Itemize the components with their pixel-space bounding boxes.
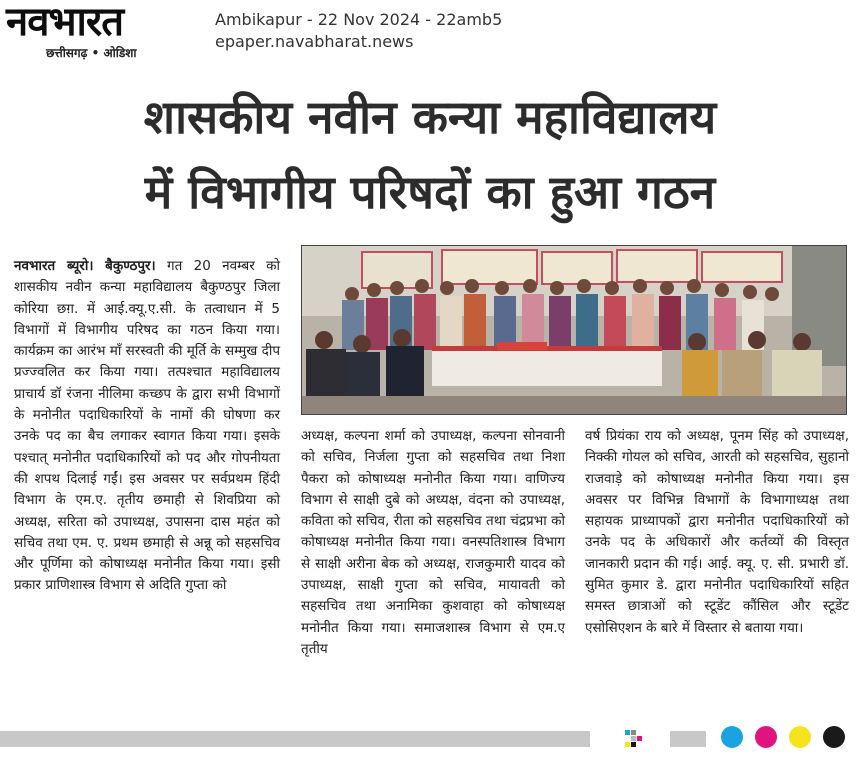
headline-line-1: शासकीय नवीन कन्या महाविद्यालय — [143, 90, 717, 144]
magenta-dot-icon — [755, 726, 777, 748]
logo-wordmark: नवभारत — [6, 0, 124, 45]
headline-line-2: में विभागीय परिषदों का हुआ गठन — [144, 165, 716, 219]
column-2-text: अध्यक्ष, कल्पना शर्मा को उपाध्यक्ष, कल्पना सोनवानी को सचिव, निर्जला गुप्ता को सहसचिव तथा निशा पैकरा को कोषाध्यक्ष मनोनीत किया गया। वाणिज्य विभाग से साक्षी दुबे को अध्यक्ष, वंदना को उपाध्यक्ष, कविता को सचिव, रीता को सहसचिव तथा चंद्रप्रभा को कोषाध्यक्ष मनोनीत किया गया। वनस्पतिशास्त्र विभाग से साक्षी अरीना बेक को अध्यक्ष, राजकुमारी यादव को उपाध्यक्ष, साक्षी गुप्ता को सचिव, मायावती को सहसचिव तथा अनामिका कुशवाहा को कोषाध्यक्ष मनोनीत किया गया। समाजशास्त्र विभाग से एम.ए तृतीय — [301, 428, 565, 657]
black-dot-icon — [823, 726, 845, 748]
group-photo-image — [302, 246, 847, 415]
article-column-2 — [301, 426, 565, 660]
footer-bar-left — [0, 731, 590, 747]
cyan-dot-icon — [721, 726, 743, 748]
article-column-3 — [585, 426, 849, 639]
yellow-dot-icon — [789, 726, 811, 748]
registration-mark-icon — [625, 730, 643, 748]
edition-info: Ambikapur - 22 Nov 2024 - 22amb5 — [215, 10, 503, 29]
article-column-1 — [14, 256, 280, 597]
column-1-text: गत 20 नवम्बर को शासकीय नवीन कन्या महाविद्यालय बैकुण्ठपुर जिला कोरिया छग़. में आई.क्यू.ए.सी. के तत्वाधान में 5 विभागों में विभागीय परिषद का गठन किया गया। कार्यक्रम का आरंभ माँ सरस्वती की मूर्ति के सम्मुख दीप प्रज्ज्वलित कर किया गया। तत्पश्चात महाविद्यालय प्राचार्य डॉ रंजना नीलिमा कच्छप के द्वारा सभी विभागों के मनोनीत पदाधिकारियों के नामों की घोषणा कर उनके पद का बैच लगाकर स्वागत किया गया। इसके पश्चात् मनोनीत पदाधिकारियों को पद और गोपनीयता की शपथ दिलाई गईं। इस अवसर पर सर्वप्रथम हिंदी विभाग के एम.ए. तृतीय छमाही से शिवप्रिया को अध्यक्ष, सरिता को उपाध्यक्ष, उपासना दास महंत को सचिव तथा एम. ए. प्रथम छमाही से अन्नू को सहसचिव और पूर्णिमा को कोषाध्यक्ष मनोनीत किया गया। इसी प्रकार प्राणिशास्त्र विभाग से अदिति गुप्ता को — [14, 258, 280, 594]
masthead — [0, 0, 860, 66]
article-byline: नवभारत ब्यूरो। बैकुण्ठपुर। — [14, 258, 156, 274]
site-url: epaper.navabharat.news — [215, 32, 414, 51]
column-3-text: वर्ष प्रियंका राय को अध्यक्ष, पूनम सिंह को उपाध्यक्ष, निक्की गोयल को सचिव, आरती को सहसचिव, सुहानो राजवाड़े को कोषाध्यक्ष मनोनीत किया गया। इस अवसर पर विभिन्न विभागों के विभागाध्यक्ष तथा सहायक प्राध्यापकों द्वारा मनोनीत पदाधिकारियों को उनके पद के अधिकारों और कर्तव्यों की विस्तृत जानकारी प्रदान की गई। आई. क्यू. ए. सी. प्रभारी डॉ. सुमित कुमार डे. द्वारा मनोनीत पदाधिकारियों सहित समस्त छात्राओं को स्टूडेंट कौंसिल और स्टूडेंट एसोसिएशन के बारे में विस्तार से बताया गया। — [585, 428, 849, 636]
newspaper-logo — [2, 2, 198, 60]
article-photo — [301, 245, 847, 415]
footer-bar-right — [670, 731, 706, 747]
article-headline — [0, 80, 860, 230]
logo-subtitle: छत्तीसगढ़ • ओडिशा — [46, 46, 137, 60]
